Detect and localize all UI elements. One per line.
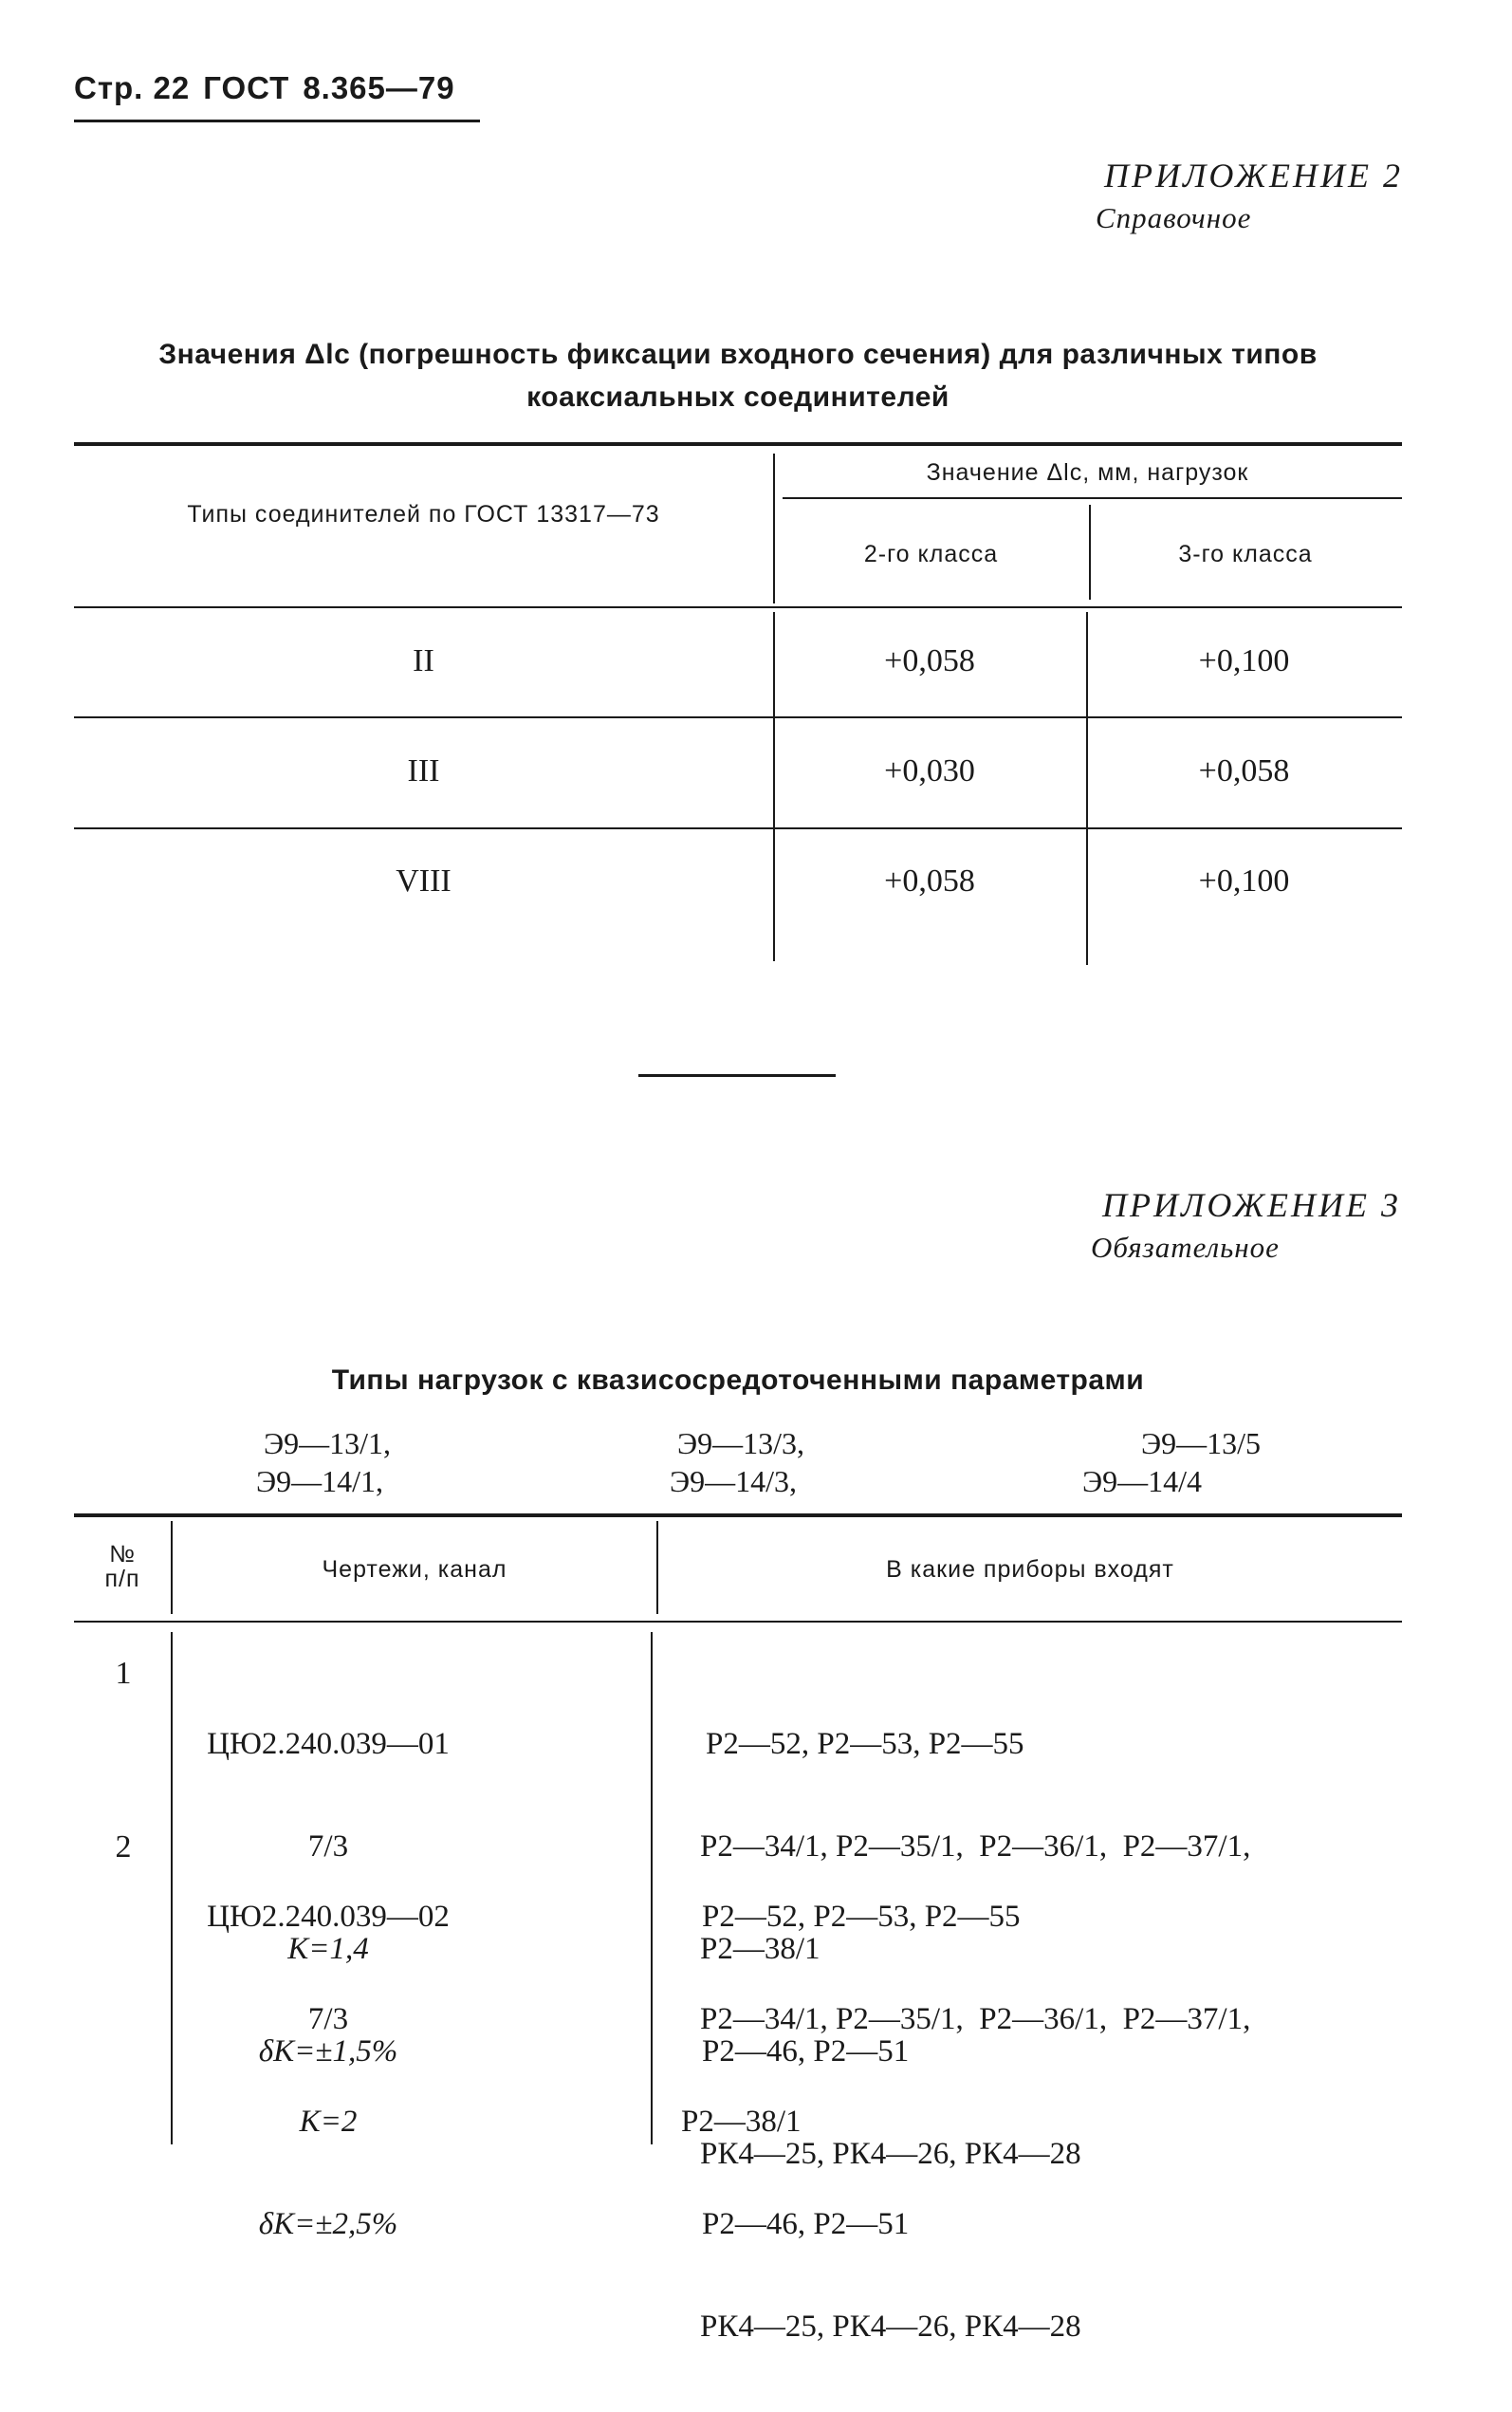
table-top-rule — [74, 442, 1402, 446]
load-variant-1 — [256, 1424, 391, 1500]
variant-line: Э9—14/4 — [1082, 1464, 1203, 1498]
drawing-line: δK=±2,5% — [258, 2207, 398, 2241]
col-header-number-abbr: п/п — [104, 1566, 140, 1592]
table-cell-class2: +0,058 — [884, 863, 975, 899]
variant-line: Э9—13/3, — [677, 1426, 805, 1460]
table-cell-type: III — [407, 753, 440, 789]
section-separator — [638, 1074, 836, 1077]
table-cell-number: 1 — [115, 1656, 132, 1691]
header-bottom-rule — [74, 606, 1402, 608]
group-header-rule — [783, 497, 1402, 499]
variant-line: Э9—13/5 — [1141, 1426, 1262, 1460]
appendix2-title: ПРИЛОЖЕНИЕ 2 — [1104, 157, 1403, 195]
col-divider — [651, 1632, 653, 2144]
drawing-line: 7/3 — [307, 2002, 349, 2036]
table-cell-devices — [681, 1831, 1402, 2412]
appendix2-caption-line2: коаксиальных соединителей — [526, 381, 950, 413]
table-cell-type: VIII — [396, 863, 452, 899]
appendix3-caption: Типы нагрузок с квазисосредоточенными параметрами — [331, 1364, 1145, 1396]
variant-line: Э9—14/1, — [256, 1464, 384, 1498]
load-variant-3 — [1082, 1424, 1261, 1500]
page-header — [74, 70, 455, 106]
appendix2-status: Справочное — [1096, 201, 1252, 234]
devices-line: Р2—38/1 — [700, 1932, 821, 1966]
drawing-line: 7/3 — [307, 1829, 349, 1864]
col-header-drawings: Чертежи, канал — [322, 1556, 507, 1583]
drawing-line: K=2 — [299, 2105, 358, 2139]
table-cell-class2: +0,058 — [884, 643, 975, 678]
devices-line: Р2—52, Р2—53, Р2—55 — [706, 1727, 1024, 1761]
table-top-rule — [74, 1513, 1402, 1517]
drawing-line: ЦЮ2.240.039—02 — [207, 1900, 450, 1934]
col-header-devices: В какие приборы входят — [886, 1556, 1174, 1583]
appendix2-caption-line1: Значения Δlс (погрешность фиксации входного сечения) для различных типов — [158, 339, 1318, 370]
col-header-connector-types: Типы соединителей по ГОСТ 13317—73 — [187, 501, 660, 528]
table-cell-type: II — [413, 643, 434, 678]
col-divider — [171, 1632, 173, 2144]
table-cell-class3: +0,100 — [1198, 643, 1290, 678]
variant-line: Э9—14/3, — [670, 1464, 798, 1498]
appendix3-status: Обязательное — [1091, 1231, 1280, 1264]
devices-line: РК4—25, РК4—26, РК4—28 — [700, 2310, 1081, 2344]
header-bottom-rule — [74, 1621, 1402, 1623]
drawing-line: ЦЮ2.240.039—01 — [207, 1727, 450, 1761]
drawing-line: K=1,4 — [287, 1932, 369, 1966]
table-cell-class3: +0,100 — [1198, 863, 1290, 899]
devices-line: Р2—34/1, Р2—35/1, Р2—36/1, Р2—37/1, — [700, 1829, 1251, 1864]
variant-line: Э9—13/1, — [264, 1426, 392, 1460]
devices-line: Р2—52, Р2—53, Р2—55 — [702, 1900, 1021, 1934]
standard-name: ГОСТ — [203, 70, 290, 105]
devices-line: Р2—34/1, Р2—35/1, Р2—36/1, Р2—37/1, — [700, 2002, 1251, 2036]
row-rule — [74, 827, 1402, 829]
devices-line: Р2—38/1 — [681, 2105, 802, 2139]
drawing-line: δK=±1,5% — [258, 2034, 398, 2069]
row-rule — [74, 716, 1402, 718]
table-cell-class2: +0,030 — [884, 753, 975, 789]
col-header-class3: 3-го класса — [1178, 541, 1313, 567]
standard-number: 8.365—79 — [303, 70, 455, 105]
devices-line: Р2—46, Р2—51 — [702, 2207, 910, 2241]
devices-line: РК4—25, РК4—26, РК4—28 — [700, 2137, 1081, 2171]
col-header-class2: 2-го класса — [863, 541, 999, 567]
col-header-number — [74, 1542, 171, 1591]
table-cell-class3: +0,058 — [1198, 753, 1290, 789]
table-cell-number: 2 — [115, 1829, 132, 1865]
load-variant-2 — [670, 1424, 804, 1500]
group-header-value: Значение Δlс, мм, нагрузок — [926, 459, 1249, 486]
devices-line: Р2—46, Р2—51 — [702, 2034, 910, 2069]
table-cell-drawing — [186, 1831, 470, 2310]
header-underline — [74, 120, 480, 122]
page-label: Стр. 22 — [74, 70, 191, 105]
appendix3-title: ПРИЛОЖЕНИЕ 3 — [1102, 1186, 1401, 1224]
col-header-number-sign: № — [109, 1541, 136, 1568]
